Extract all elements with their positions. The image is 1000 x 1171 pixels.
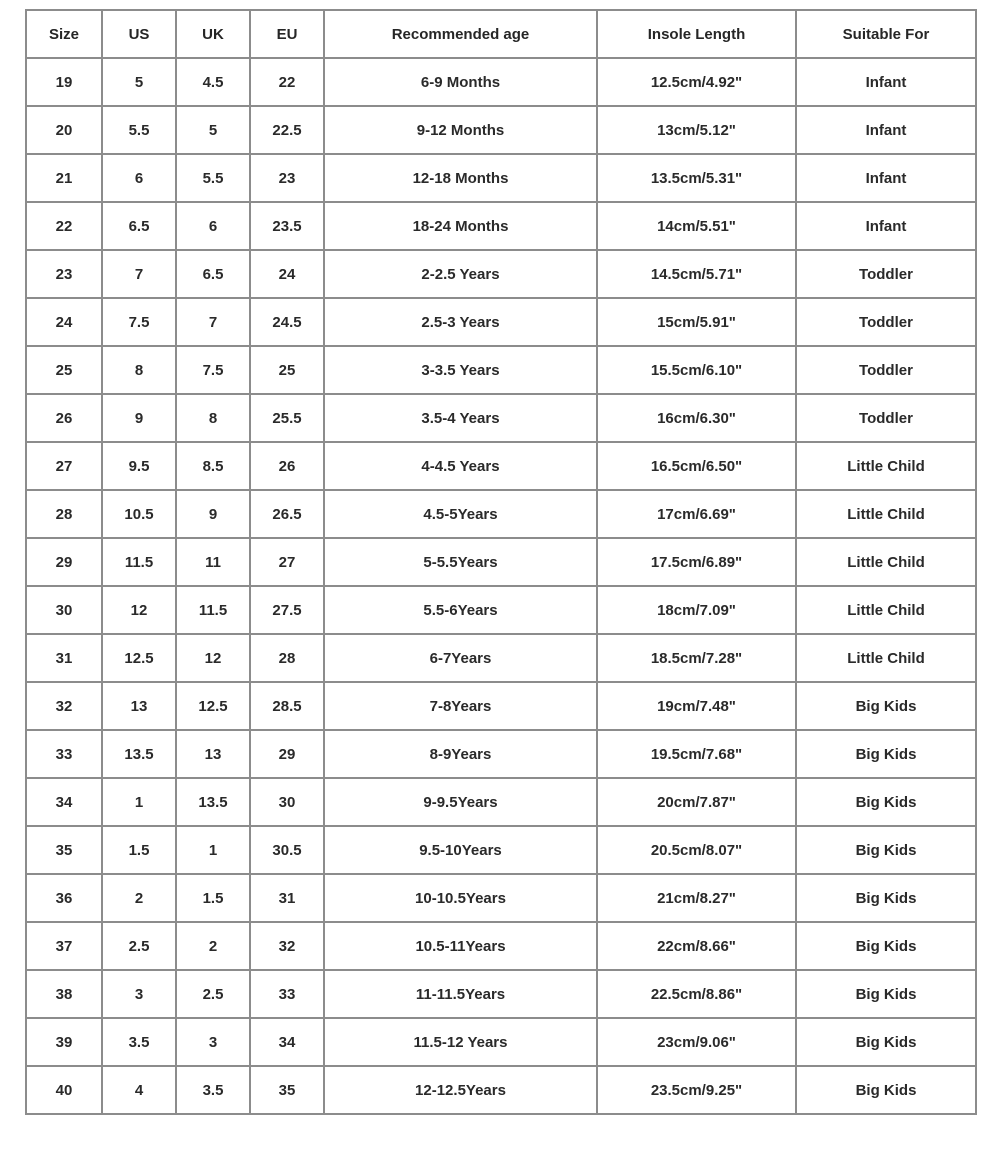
eu-cell: 30.5 — [250, 826, 324, 874]
uk-cell: 2 — [176, 922, 250, 970]
suitable-for-cell: Infant — [796, 202, 976, 250]
header-suitable-for: Suitable For — [796, 10, 976, 58]
age-cell: 9-12 Months — [324, 106, 597, 154]
us-cell: 4 — [102, 1066, 176, 1114]
table-row — [26, 1018, 976, 1066]
table-row — [26, 682, 976, 730]
insole-cell: 23cm/9.06" — [597, 1018, 796, 1066]
us-cell: 3 — [102, 970, 176, 1018]
uk-cell: 6.5 — [176, 250, 250, 298]
insole-cell: 16.5cm/6.50" — [597, 442, 796, 490]
suitable-for-cell: Big Kids — [796, 874, 976, 922]
size-cell: 29 — [26, 538, 102, 586]
eu-cell: 27.5 — [250, 586, 324, 634]
suitable-for-cell: Big Kids — [796, 826, 976, 874]
suitable-for-cell: Big Kids — [796, 1018, 976, 1066]
suitable-for-cell: Toddler — [796, 346, 976, 394]
suitable-for-cell: Big Kids — [796, 1066, 976, 1114]
age-cell: 3.5-4 Years — [324, 394, 597, 442]
insole-cell: 14cm/5.51" — [597, 202, 796, 250]
table-row — [26, 58, 976, 106]
age-cell: 3-3.5 Years — [324, 346, 597, 394]
uk-cell: 4.5 — [176, 58, 250, 106]
suitable-for-cell: Big Kids — [796, 682, 976, 730]
insole-cell: 19cm/7.48" — [597, 682, 796, 730]
insole-cell: 15.5cm/6.10" — [597, 346, 796, 394]
age-cell: 8-9Years — [324, 730, 597, 778]
size-cell: 21 — [26, 154, 102, 202]
suitable-for-cell: Little Child — [796, 586, 976, 634]
eu-cell: 35 — [250, 1066, 324, 1114]
us-cell: 13.5 — [102, 730, 176, 778]
uk-cell: 12.5 — [176, 682, 250, 730]
table-row — [26, 1066, 976, 1114]
uk-cell: 3 — [176, 1018, 250, 1066]
eu-cell: 26.5 — [250, 490, 324, 538]
age-cell: 12-12.5Years — [324, 1066, 597, 1114]
uk-cell: 8 — [176, 394, 250, 442]
us-cell: 12.5 — [102, 634, 176, 682]
insole-cell: 18cm/7.09" — [597, 586, 796, 634]
table-row — [26, 922, 976, 970]
suitable-for-cell: Big Kids — [796, 922, 976, 970]
insole-cell: 17.5cm/6.89" — [597, 538, 796, 586]
uk-cell: 13.5 — [176, 778, 250, 826]
uk-cell: 2.5 — [176, 970, 250, 1018]
size-cell: 35 — [26, 826, 102, 874]
table-row — [26, 634, 976, 682]
eu-cell: 30 — [250, 778, 324, 826]
us-cell: 5 — [102, 58, 176, 106]
age-cell: 12-18 Months — [324, 154, 597, 202]
table-header-row — [26, 10, 976, 58]
uk-cell: 8.5 — [176, 442, 250, 490]
us-cell: 3.5 — [102, 1018, 176, 1066]
table-row — [26, 874, 976, 922]
age-cell: 9-9.5Years — [324, 778, 597, 826]
age-cell: 4-4.5 Years — [324, 442, 597, 490]
table-row — [26, 490, 976, 538]
age-cell: 4.5-5Years — [324, 490, 597, 538]
suitable-for-cell: Infant — [796, 106, 976, 154]
size-cell: 34 — [26, 778, 102, 826]
table-row — [26, 778, 976, 826]
size-cell: 25 — [26, 346, 102, 394]
insole-cell: 22cm/8.66" — [597, 922, 796, 970]
age-cell: 10.5-11Years — [324, 922, 597, 970]
suitable-for-cell: Infant — [796, 154, 976, 202]
size-cell: 31 — [26, 634, 102, 682]
suitable-for-cell: Toddler — [796, 250, 976, 298]
us-cell: 1 — [102, 778, 176, 826]
eu-cell: 23 — [250, 154, 324, 202]
table-row — [26, 826, 976, 874]
suitable-for-cell: Little Child — [796, 538, 976, 586]
header-eu: EU — [250, 10, 324, 58]
eu-cell: 22.5 — [250, 106, 324, 154]
suitable-for-cell: Little Child — [796, 490, 976, 538]
uk-cell: 5.5 — [176, 154, 250, 202]
suitable-for-cell: Toddler — [796, 394, 976, 442]
us-cell: 5.5 — [102, 106, 176, 154]
uk-cell: 13 — [176, 730, 250, 778]
table-row — [26, 106, 976, 154]
header-recommended-age: Recommended age — [324, 10, 597, 58]
uk-cell: 6 — [176, 202, 250, 250]
table-row — [26, 202, 976, 250]
insole-cell: 15cm/5.91" — [597, 298, 796, 346]
table-row — [26, 970, 976, 1018]
suitable-for-cell: Big Kids — [796, 970, 976, 1018]
header-insole-length: Insole Length — [597, 10, 796, 58]
us-cell: 12 — [102, 586, 176, 634]
size-cell: 26 — [26, 394, 102, 442]
age-cell: 18-24 Months — [324, 202, 597, 250]
size-cell: 36 — [26, 874, 102, 922]
age-cell: 6-7Years — [324, 634, 597, 682]
us-cell: 6.5 — [102, 202, 176, 250]
size-cell: 30 — [26, 586, 102, 634]
eu-cell: 27 — [250, 538, 324, 586]
insole-cell: 18.5cm/7.28" — [597, 634, 796, 682]
insole-cell: 21cm/8.27" — [597, 874, 796, 922]
eu-cell: 28 — [250, 634, 324, 682]
size-chart-table — [25, 9, 977, 1115]
header-uk: UK — [176, 10, 250, 58]
eu-cell: 26 — [250, 442, 324, 490]
eu-cell: 33 — [250, 970, 324, 1018]
insole-cell: 17cm/6.69" — [597, 490, 796, 538]
suitable-for-cell: Infant — [796, 58, 976, 106]
insole-cell: 19.5cm/7.68" — [597, 730, 796, 778]
size-cell: 24 — [26, 298, 102, 346]
eu-cell: 34 — [250, 1018, 324, 1066]
suitable-for-cell: Little Child — [796, 442, 976, 490]
table-row — [26, 298, 976, 346]
table-row — [26, 442, 976, 490]
eu-cell: 31 — [250, 874, 324, 922]
size-cell: 28 — [26, 490, 102, 538]
uk-cell: 7 — [176, 298, 250, 346]
age-cell: 11-11.5Years — [324, 970, 597, 1018]
age-cell: 2-2.5 Years — [324, 250, 597, 298]
eu-cell: 25.5 — [250, 394, 324, 442]
size-cell: 33 — [26, 730, 102, 778]
suitable-for-cell: Little Child — [796, 634, 976, 682]
suitable-for-cell: Big Kids — [796, 730, 976, 778]
table-row — [26, 538, 976, 586]
us-cell: 10.5 — [102, 490, 176, 538]
size-cell: 27 — [26, 442, 102, 490]
us-cell: 7.5 — [102, 298, 176, 346]
us-cell: 9 — [102, 394, 176, 442]
uk-cell: 11.5 — [176, 586, 250, 634]
eu-cell: 24.5 — [250, 298, 324, 346]
eu-cell: 28.5 — [250, 682, 324, 730]
suitable-for-cell: Big Kids — [796, 778, 976, 826]
eu-cell: 25 — [250, 346, 324, 394]
insole-cell: 12.5cm/4.92" — [597, 58, 796, 106]
table-row — [26, 586, 976, 634]
age-cell: 11.5-12 Years — [324, 1018, 597, 1066]
uk-cell: 5 — [176, 106, 250, 154]
table-row — [26, 346, 976, 394]
age-cell: 7-8Years — [324, 682, 597, 730]
size-cell: 38 — [26, 970, 102, 1018]
uk-cell: 7.5 — [176, 346, 250, 394]
table-body — [26, 58, 976, 1114]
insole-cell: 23.5cm/9.25" — [597, 1066, 796, 1114]
insole-cell: 16cm/6.30" — [597, 394, 796, 442]
size-cell: 32 — [26, 682, 102, 730]
uk-cell: 1.5 — [176, 874, 250, 922]
insole-cell: 20.5cm/8.07" — [597, 826, 796, 874]
header-us: US — [102, 10, 176, 58]
table-row — [26, 250, 976, 298]
size-cell: 40 — [26, 1066, 102, 1114]
size-chart — [25, 9, 975, 1115]
us-cell: 7 — [102, 250, 176, 298]
us-cell: 11.5 — [102, 538, 176, 586]
age-cell: 10-10.5Years — [324, 874, 597, 922]
insole-cell: 13cm/5.12" — [597, 106, 796, 154]
age-cell: 9.5-10Years — [324, 826, 597, 874]
eu-cell: 22 — [250, 58, 324, 106]
size-cell: 39 — [26, 1018, 102, 1066]
table-row — [26, 730, 976, 778]
insole-cell: 22.5cm/8.86" — [597, 970, 796, 1018]
uk-cell: 11 — [176, 538, 250, 586]
size-cell: 22 — [26, 202, 102, 250]
eu-cell: 24 — [250, 250, 324, 298]
us-cell: 2.5 — [102, 922, 176, 970]
uk-cell: 9 — [176, 490, 250, 538]
size-cell: 20 — [26, 106, 102, 154]
header-size: Size — [26, 10, 102, 58]
size-cell: 23 — [26, 250, 102, 298]
eu-cell: 32 — [250, 922, 324, 970]
suitable-for-cell: Toddler — [796, 298, 976, 346]
size-cell: 37 — [26, 922, 102, 970]
us-cell: 13 — [102, 682, 176, 730]
age-cell: 5.5-6Years — [324, 586, 597, 634]
age-cell: 2.5-3 Years — [324, 298, 597, 346]
age-cell: 6-9 Months — [324, 58, 597, 106]
size-cell: 19 — [26, 58, 102, 106]
uk-cell: 3.5 — [176, 1066, 250, 1114]
table-row — [26, 394, 976, 442]
us-cell: 6 — [102, 154, 176, 202]
us-cell: 2 — [102, 874, 176, 922]
table-row — [26, 154, 976, 202]
us-cell: 9.5 — [102, 442, 176, 490]
age-cell: 5-5.5Years — [324, 538, 597, 586]
uk-cell: 12 — [176, 634, 250, 682]
eu-cell: 23.5 — [250, 202, 324, 250]
us-cell: 1.5 — [102, 826, 176, 874]
uk-cell: 1 — [176, 826, 250, 874]
eu-cell: 29 — [250, 730, 324, 778]
us-cell: 8 — [102, 346, 176, 394]
insole-cell: 13.5cm/5.31" — [597, 154, 796, 202]
insole-cell: 20cm/7.87" — [597, 778, 796, 826]
insole-cell: 14.5cm/5.71" — [597, 250, 796, 298]
